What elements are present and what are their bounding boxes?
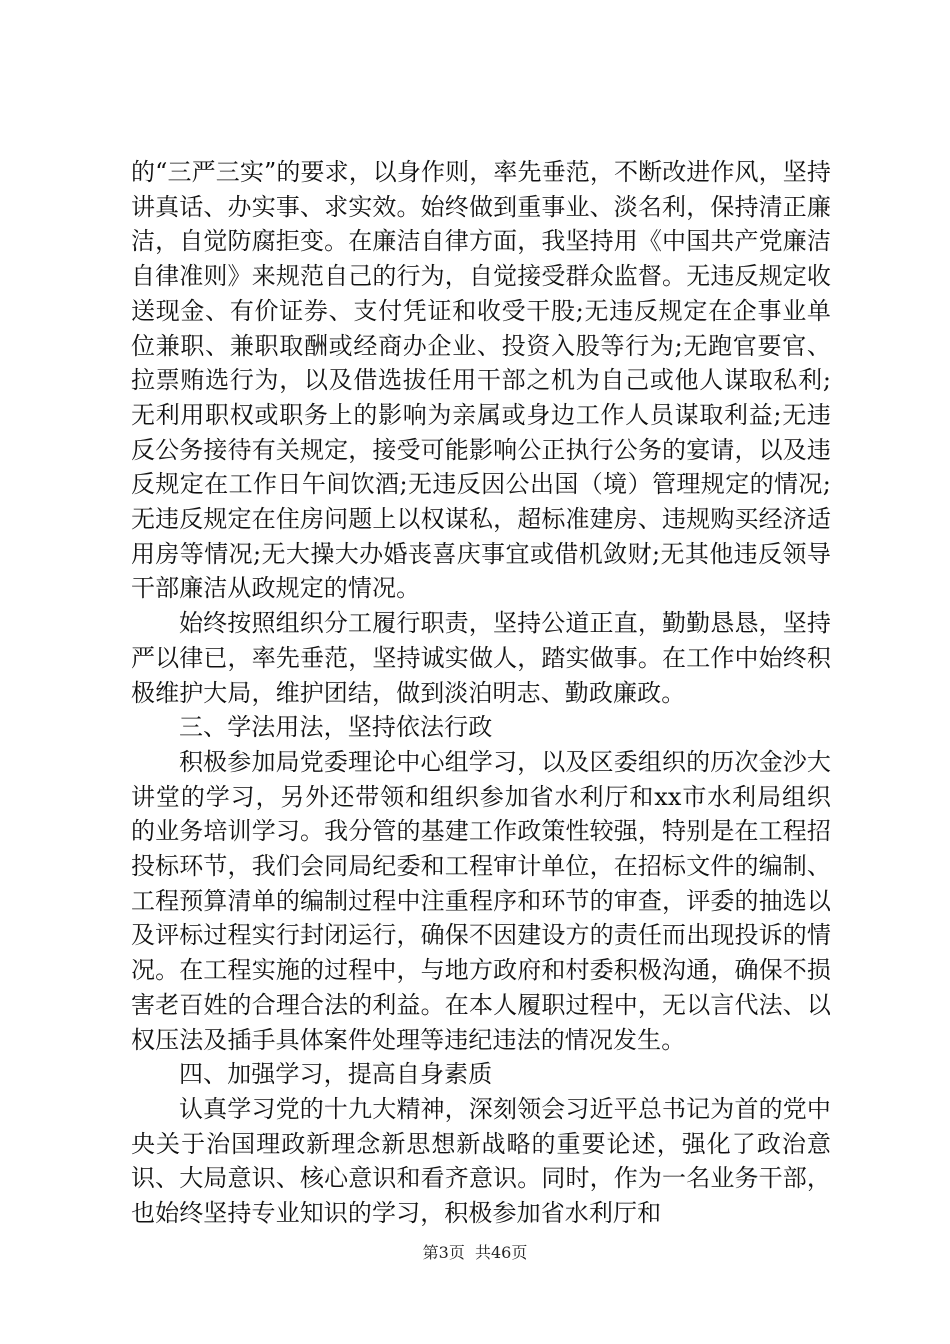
paragraph-1: 的“三严三实”的要求，以身作则，率先垂范，不断改进作风，坚持讲真话、办实事、求实效。始终做到重事业、淡名利，保持清正廉洁，自觉防腐拒变。在廉洁自律方面，我坚持用《中国共产党廉洁自律准则》来规范自己的行为，自觉接受群众监督。无违反规定收送现金、有价证券、支付凭证和收受干股;无违反规定在企事业单位兼职、兼职取酬或经商办企业、投资入股等行为;无跑官要官、拉票贿选行为，以及借选拔任用干部之机为自己或他人谋取私利;无利用职权或职务上的影响为亲属或身边工作人员谋取利益;无违反公务接待有关规定，接受可能影响公正执行公务的宴请，以及违反规定在工作日午间饮酒;无违反因公出国（境）管理规定的情况;无违反规定在住房问题上以权谋私，超标准建房、违规购买经济适用房等情况;无大操大办婚丧喜庆事宜或借机敛财;无其他违反领导干部廉洁从政规定的情况。 (131, 158, 831, 603)
page-footer (0, 1240, 950, 1263)
paragraph-2: 始终按照组织分工履行职责，坚持公道正直，勤勤恳恳，坚持严以律已，率先垂范，坚持诚实做人，踏实做事。在工作中始终积极维护大局，维护团结，做到淡泊明志、勤政廉政。 (131, 609, 831, 707)
document-body (131, 155, 831, 1231)
section-heading-4: 四、加强学习，提高自身素质 (179, 1060, 493, 1089)
section-heading-3: 三、学法用法，坚持依法行政 (179, 713, 493, 742)
page-number: 第3页 共46页 (422, 1243, 528, 1262)
paragraph-4: 认真学习党的十九大精神，深刻领会习近平总书记为首的党中央关于治国理政新理念新思想新战略的重要论述，强化了政治意识、大局意识、核心意识和看齐意识。同时，作为一名业务干部，也始终坚持专业知识的学习，积极参加省水利厅和 (131, 1094, 831, 1228)
paragraph-3: 积极参加局党委理论中心组学习，以及区委组织的历次金沙大讲堂的学习，另外还带领和组织参加省水利厅和xx市水利局组织的业务培训学习。我分管的基建工作政策性较强，特别是在工程招投标环节，我们会同局纪委和工程审计单位，在招标文件的编制、工程预算清单的编制过程中注重程序和环节的审查，评委的抽选以及评标过程实行封闭运行，确保不因建设方的责任而出现投诉的情况。在工程实施的过程中，与地方政府和村委积极沟通，确保不损害老百姓的合理合法的利益。在本人履职过程中，无以言代法、以权压法及插手具体案件处理等违纪违法的情况发生。 (131, 747, 831, 1054)
